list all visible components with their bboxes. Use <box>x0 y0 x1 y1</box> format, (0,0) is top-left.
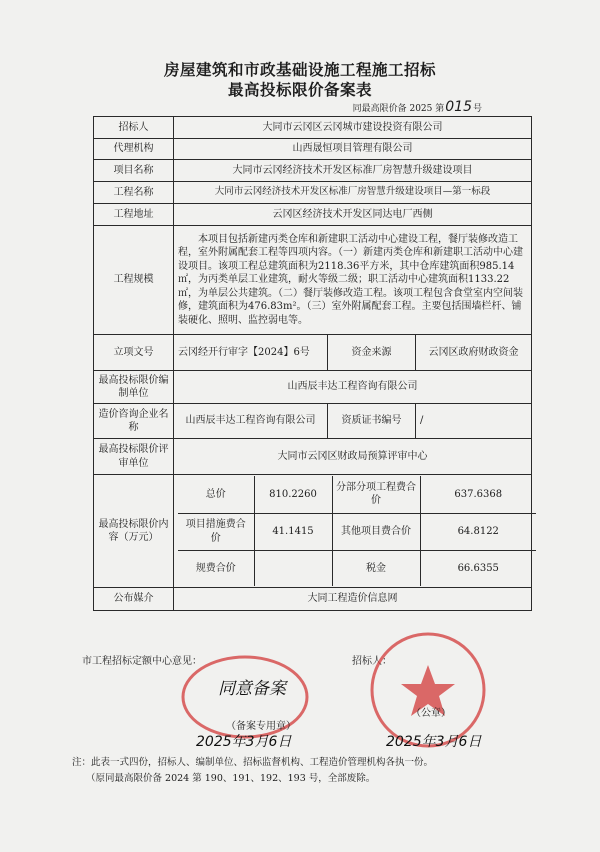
project-name-value: 大同市云冈经济技术开发区标准厂房智慧升级建设项目 <box>174 160 532 182</box>
media-value: 大同工程造价信息网 <box>174 588 532 611</box>
sub-label: 分部分项工程费合价 <box>332 476 420 513</box>
agency-label: 代理机构 <box>94 139 174 160</box>
fund-source-label: 资金来源 <box>328 335 416 371</box>
tenderer-sign-label: 招标人： <box>352 656 392 667</box>
row-consultant <box>94 404 532 439</box>
tenderer-date: 2025年3月6日 <box>386 734 482 750</box>
document-number: 同最高限价备 2025 第015号 <box>352 99 482 115</box>
row-agency <box>94 139 532 160</box>
page-title: 房屋建筑和市政基础设施工程施工招标 <box>163 61 436 79</box>
row-compiler <box>94 371 532 404</box>
total-value: 810.2260 <box>254 476 332 513</box>
approval-handwriting: 同意备案 <box>218 679 286 699</box>
tenderer-value: 大同市云冈区云冈城市建设投资有限公司 <box>174 117 532 139</box>
handwritten-number: 015 <box>445 99 472 115</box>
row-work-address <box>94 204 532 226</box>
work-name-label: 工程名称 <box>94 182 174 204</box>
compiler-label: 最高投标限价编制单位 <box>94 371 174 404</box>
company-seal-note: （公章） <box>411 708 451 719</box>
row-media <box>94 588 532 611</box>
tax-value: 66.6355 <box>420 550 536 586</box>
row-work-name <box>94 182 532 204</box>
compiler-value: 山西辰丰达工程咨询有限公司 <box>174 371 532 404</box>
center-opinion-label: 市工程招标定额中心意见： <box>82 656 202 667</box>
cert-value: / <box>416 404 532 439</box>
row-reviewer <box>94 439 532 475</box>
row-tenderer <box>94 117 532 139</box>
price-label: 最高投标限价内容（万元） <box>94 475 174 588</box>
price-grid <box>174 475 532 588</box>
row-approval <box>94 335 532 371</box>
consultant-value: 山西辰丰达工程咨询有限公司 <box>174 404 328 439</box>
tenderer-label: 招标人 <box>94 117 174 139</box>
project-name-label: 项目名称 <box>94 160 174 182</box>
reviewer-label: 最高投标限价评审单位 <box>94 439 174 475</box>
cert-label: 资质证书编号 <box>328 404 416 439</box>
other-value: 64.8122 <box>420 513 536 550</box>
media-label: 公布媒介 <box>94 588 174 611</box>
fund-source-value: 云冈区政府财政资金 <box>416 335 532 371</box>
reviewer-value: 大同市云冈区财政局预算评审中心 <box>174 439 532 475</box>
approval-label: 立项文号 <box>94 335 174 371</box>
work-address-label: 工程地址 <box>94 204 174 226</box>
filing-form-table <box>93 116 532 611</box>
fee-label: 规费合价 <box>178 550 254 586</box>
other-label: 其他项目费合价 <box>332 513 420 550</box>
row-scale <box>94 226 532 335</box>
center-date: 2025年3月6日 <box>196 734 292 750</box>
work-name-value: 大同市云冈经济技术开发区标准厂房智慧升级建设项目—第一标段 <box>174 182 532 204</box>
tax-label: 税金 <box>332 550 420 586</box>
measure-label: 项目措施费合价 <box>178 513 254 550</box>
consultant-label: 造价咨询企业名称 <box>94 404 174 439</box>
page-subtitle: 最高投标限价备案表 <box>227 81 372 99</box>
approval-value: 云冈经开行审字【2024】6号 <box>174 335 328 371</box>
row-price <box>94 475 532 588</box>
note-line-1: 注：此表一式四份，招标人、编制单位、招标监督机构、工程造价管理机构各执一份。 <box>72 757 434 768</box>
scale-label: 工程规模 <box>94 226 174 335</box>
scale-value: 本项目包括新建丙类仓库和新建职工活动中心建设工程，餐厅装修改造工程，室外附属配套工程等四项内容。（一）新建丙类仓库和新建职工活动中心建设项目。该项工程总建筑面积为2118.36平方米，其中仓库建筑面积985.14㎡，为丙类单层工业建筑，耐火等级二级；职工活动中心建筑面积1133.22㎡，为单层公共建筑。（二）餐厅装修改造工程。该项工程包含食堂室内空间装修，建筑面积为476.83m²。（三）室外附属配套工程。主要包括围墙栏杆、铺装硬化、照明、监控弱电等。 <box>174 226 532 335</box>
sub-value: 637.6368 <box>420 476 536 513</box>
work-address-value: 云冈区经济技术开发区同达电厂西侧 <box>174 204 532 226</box>
filing-stamp-note: （备案专用章） <box>226 721 296 732</box>
row-project-name <box>94 160 532 182</box>
total-label: 总价 <box>178 476 254 513</box>
agency-value: 山西晟恒项目管理有限公司 <box>174 139 532 160</box>
note-line-2: （原同最高限价备 2024 第 190、191、192、193 号，全部废除。 <box>86 773 376 784</box>
fee-value <box>254 550 332 586</box>
measure-value: 41.1415 <box>254 513 332 550</box>
